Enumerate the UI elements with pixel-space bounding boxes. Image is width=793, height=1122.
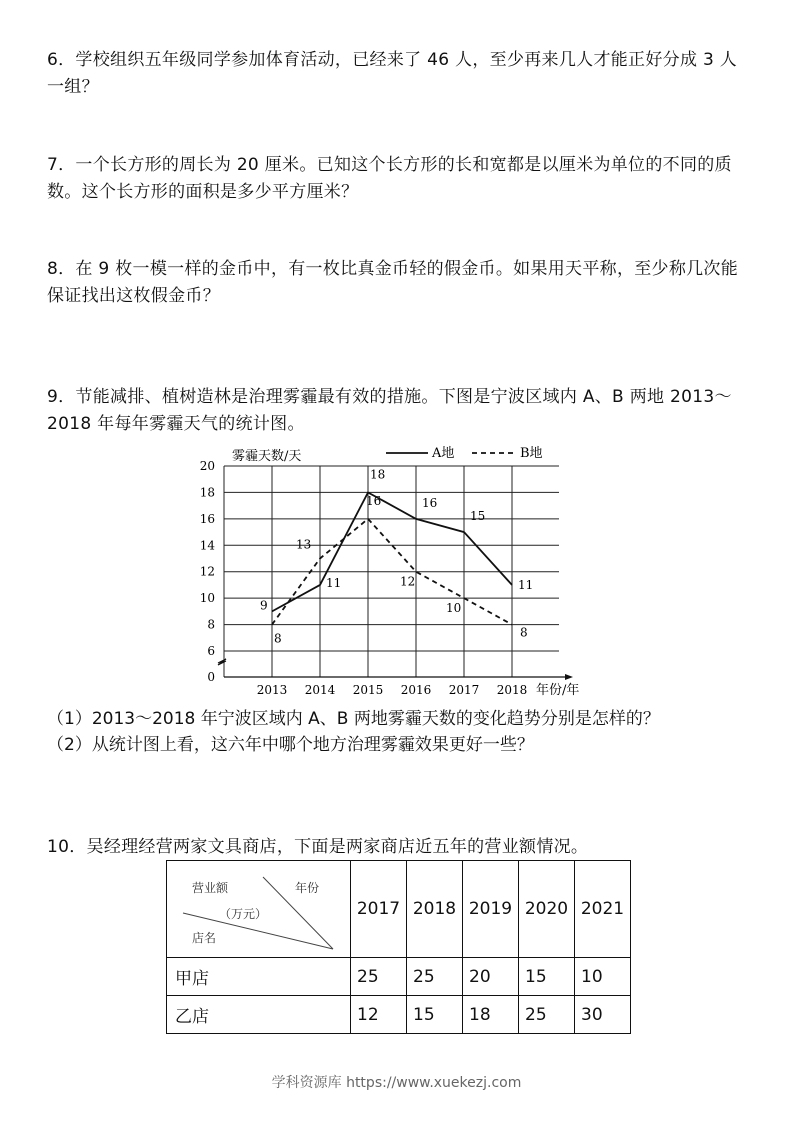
y-tick-label: 20	[199, 459, 215, 473]
y-axis-label: 雾霾天数/天	[232, 449, 302, 464]
chart-series	[260, 467, 533, 645]
header-unit-label: （万元）	[219, 907, 268, 921]
y-tick-label: 8	[207, 617, 215, 632]
data-label: 11	[326, 575, 342, 590]
x-tick-label: 2013	[256, 683, 288, 697]
revenue-value: 15	[407, 996, 463, 1034]
sales-table	[166, 860, 631, 1034]
x-axis-label: 年份/年	[536, 683, 580, 698]
data-label: 11	[518, 577, 534, 592]
x-tick-label: 2015	[352, 683, 384, 697]
year-cell: 2018	[407, 861, 463, 958]
smog-line-chart	[190, 440, 600, 702]
diagonal-header-cell	[167, 861, 351, 958]
revenue-value: 25	[407, 958, 463, 996]
data-label: 16	[422, 495, 438, 510]
x-tick-label: 2016	[400, 683, 432, 697]
y-tick-label: 0	[207, 670, 215, 684]
page-footer: 学科资源库 https://www.xuekezj.com	[271, 1075, 522, 1091]
header-year-label: 年份	[295, 881, 320, 895]
store-name: 乙店	[167, 996, 351, 1034]
year-cell: 2019	[463, 861, 519, 958]
revenue-value: 12	[351, 996, 407, 1034]
revenue-value: 25	[351, 958, 407, 996]
question-9-part-2: （2）从统计图上看，这六年中哪个地方治理雾霾效果更好一些？	[47, 735, 534, 755]
revenue-value: 10	[575, 958, 631, 996]
data-label: 10	[446, 601, 462, 616]
revenue-value: 25	[519, 996, 575, 1034]
y-tick-label: 16	[199, 511, 215, 526]
y-tick-label: 10	[199, 591, 215, 606]
y-tick-label: 6	[207, 644, 215, 658]
data-label: 16	[366, 493, 382, 508]
x-tick-label: 2014	[304, 683, 336, 697]
data-label: 8	[274, 631, 282, 646]
y-tick-label: 14	[199, 538, 215, 553]
y-tick-label: 18	[199, 485, 215, 500]
data-label: 9	[260, 598, 268, 613]
data-label: 8	[520, 625, 528, 640]
x-axis-arrow	[565, 674, 573, 680]
data-label: 18	[370, 467, 386, 482]
table-row	[167, 996, 631, 1034]
y-tick-label: 12	[199, 564, 215, 579]
store-name: 甲店	[167, 958, 351, 996]
legend-label-a: A地	[432, 446, 455, 461]
x-tick-label: 2017	[448, 683, 480, 697]
revenue-value: 20	[463, 958, 519, 996]
axis-break-mark	[218, 659, 226, 665]
header-store-label: 店名	[192, 931, 217, 945]
data-label: 12	[400, 574, 416, 589]
legend-label-b: B地	[520, 446, 543, 461]
data-label: 15	[470, 509, 486, 524]
revenue-value: 18	[463, 996, 519, 1034]
question-9-part-1: （1）2013～2018 年宁波区域内 A、B 两地雾霾天数的变化趋势分别是怎样的？	[47, 709, 660, 729]
table-row	[167, 958, 631, 996]
chart-legend	[386, 445, 543, 461]
question-6: 6．学校组织五年级同学参加体育活动，已经来了 46 人，至少再来几人才能正好分成 3 人一组？	[47, 50, 738, 97]
revenue-value: 30	[575, 996, 631, 1034]
chart-ticks	[200, 459, 528, 697]
year-cell: 2020	[519, 861, 575, 958]
chart-axes	[218, 659, 573, 680]
question-9: 9．节能减排、植树造林是治理雾霾最有效的措施。下图是宁波区域内 A、B 两地 2013～2018 年每年雾霾天气的统计图。	[47, 387, 732, 434]
year-cell: 2021	[575, 861, 631, 958]
question-8: 8．在 9 枚一模一样的金币中，有一枚比真金币轻的假金币。如果用天平称，至少称几次能保证找出这枚假金币？	[47, 259, 739, 306]
revenue-value: 15	[519, 958, 575, 996]
question-7: 7．一个长方形的周长为 20 厘米。已知这个长方形的长和宽都是以厘米为单位的不同的质数。这个长方形的面积是多少平方厘米？	[47, 155, 732, 202]
x-tick-label: 2018	[496, 683, 528, 697]
question-10: 10．吴经理经营两家文具商店，下面是两家商店近五年的营业额情况。	[47, 837, 589, 857]
year-cell: 2017	[351, 861, 407, 958]
data-label: 13	[296, 537, 312, 552]
header-revenue-label: 营业额	[192, 881, 229, 895]
